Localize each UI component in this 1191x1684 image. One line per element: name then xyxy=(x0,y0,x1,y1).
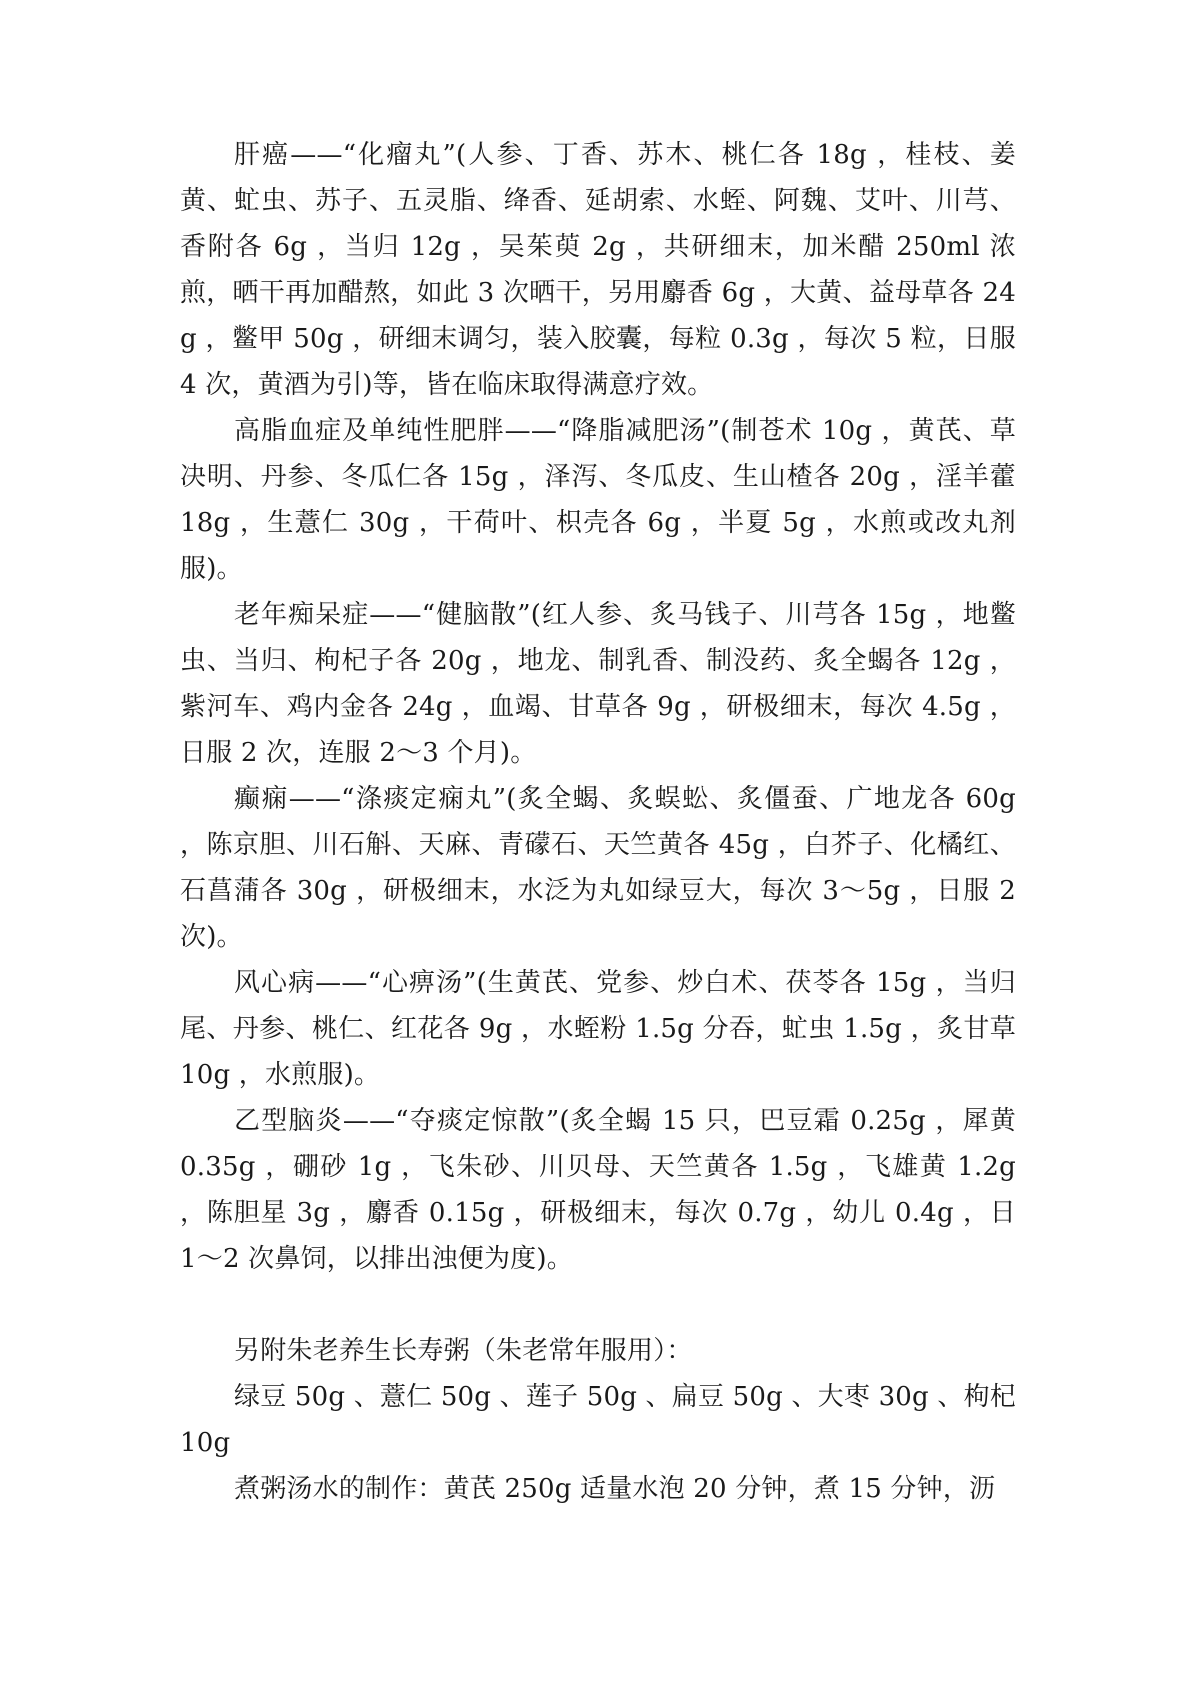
paragraph-gap xyxy=(180,1282,1016,1328)
document-body xyxy=(180,132,1016,1512)
paragraph-appendix-ingredients: 绿豆 50g 、薏仁 50g 、莲子 50g 、扁豆 50g 、大枣 30g 、枸杞 10g xyxy=(180,1382,1016,1458)
paragraph-appendix-title: 另附朱老养生长寿粥（朱老常年服用）： xyxy=(234,1336,693,1366)
paragraph-liver-cancer: 肝癌——“化瘤丸”(人参、丁香、苏木、桃仁各 18g ，桂枝、姜黄、虻虫、苏子、五灵脂、绛香、延胡索、水蛭、阿魏、艾叶、川芎、香附各 6g ，当归 12g ，吴茱萸 2g ，共研细末，加米醋 250ml 浓煎，晒干再加醋熬，如此 3 次晒干，另用麝香 6g ，大黄、益母草各 24g ，鳖甲 50g ，研细末调匀，装入胶囊，每粒 0.3g ，每次 5 粒，日服 4 次，黄酒为引)等，皆在临床取得满意疗效。 xyxy=(180,140,1016,400)
paragraph-hyperlipidemia: 高脂血症及单纯性肥胖——“降脂减肥汤”(制苍术 10g ，黄芪、草决明、丹参、冬瓜仁各 15g ，泽泻、冬瓜皮、生山楂各 20g ，淫羊藿 18g ，生薏仁 30g ，干荷叶、枳壳各 6g ，半夏 5g ，水煎或改丸剂服)。 xyxy=(180,416,1016,584)
paragraph-encephalitis: 乙型脑炎——“夺痰定惊散”(炙全蝎 15 只，巴豆霜 0.25g ，犀黄 0.35g ，硼砂 1g ，飞朱砂、川贝母、天竺黄各 1.5g ，飞雄黄 1.2g ，陈胆星 3g ，麝香 0.15g ，研极细末，每次 0.7g ，幼儿 0.4g ，日 1～2 次鼻饲，以排出浊便为度)。 xyxy=(180,1106,1016,1274)
paragraph-dementia: 老年痴呆症——“健脑散”(红人参、炙马钱子、川芎各 15g ，地鳖虫、当归、枸杞子各 20g ，地龙、制乳香、制没药、炙全蝎各 12g ，紫河车、鸡内金各 24g ，血竭、甘草各 9g ，研极细末，每次 4.5g ，日服 2 次，连服 2～3 个月)。 xyxy=(180,600,1016,768)
paragraph-epilepsy: 癫痫——“涤痰定痫丸”(炙全蝎、炙蜈蚣、炙僵蚕、广地龙各 60g ，陈京胆、川石斛、天麻、青礞石、天竺黄各 45g ，白芥子、化橘红、石菖蒲各 30g ，研极细末，水泛为丸如绿豆大，每次 3～5g ，日服 2 次)。 xyxy=(180,784,1016,952)
paragraph-appendix-method: 煮粥汤水的制作：黄芪 250g 适量水泡 20 分钟，煮 15 分钟，沥 xyxy=(234,1474,996,1504)
paragraph-rheumatic-heart: 风心病——“心痹汤”(生黄芪、党参、炒白术、茯苓各 15g ，当归尾、丹参、桃仁、红花各 9g ，水蛭粉 1.5g 分吞，虻虫 1.5g ，炙甘草 10g ，水煎服)。 xyxy=(180,968,1016,1090)
